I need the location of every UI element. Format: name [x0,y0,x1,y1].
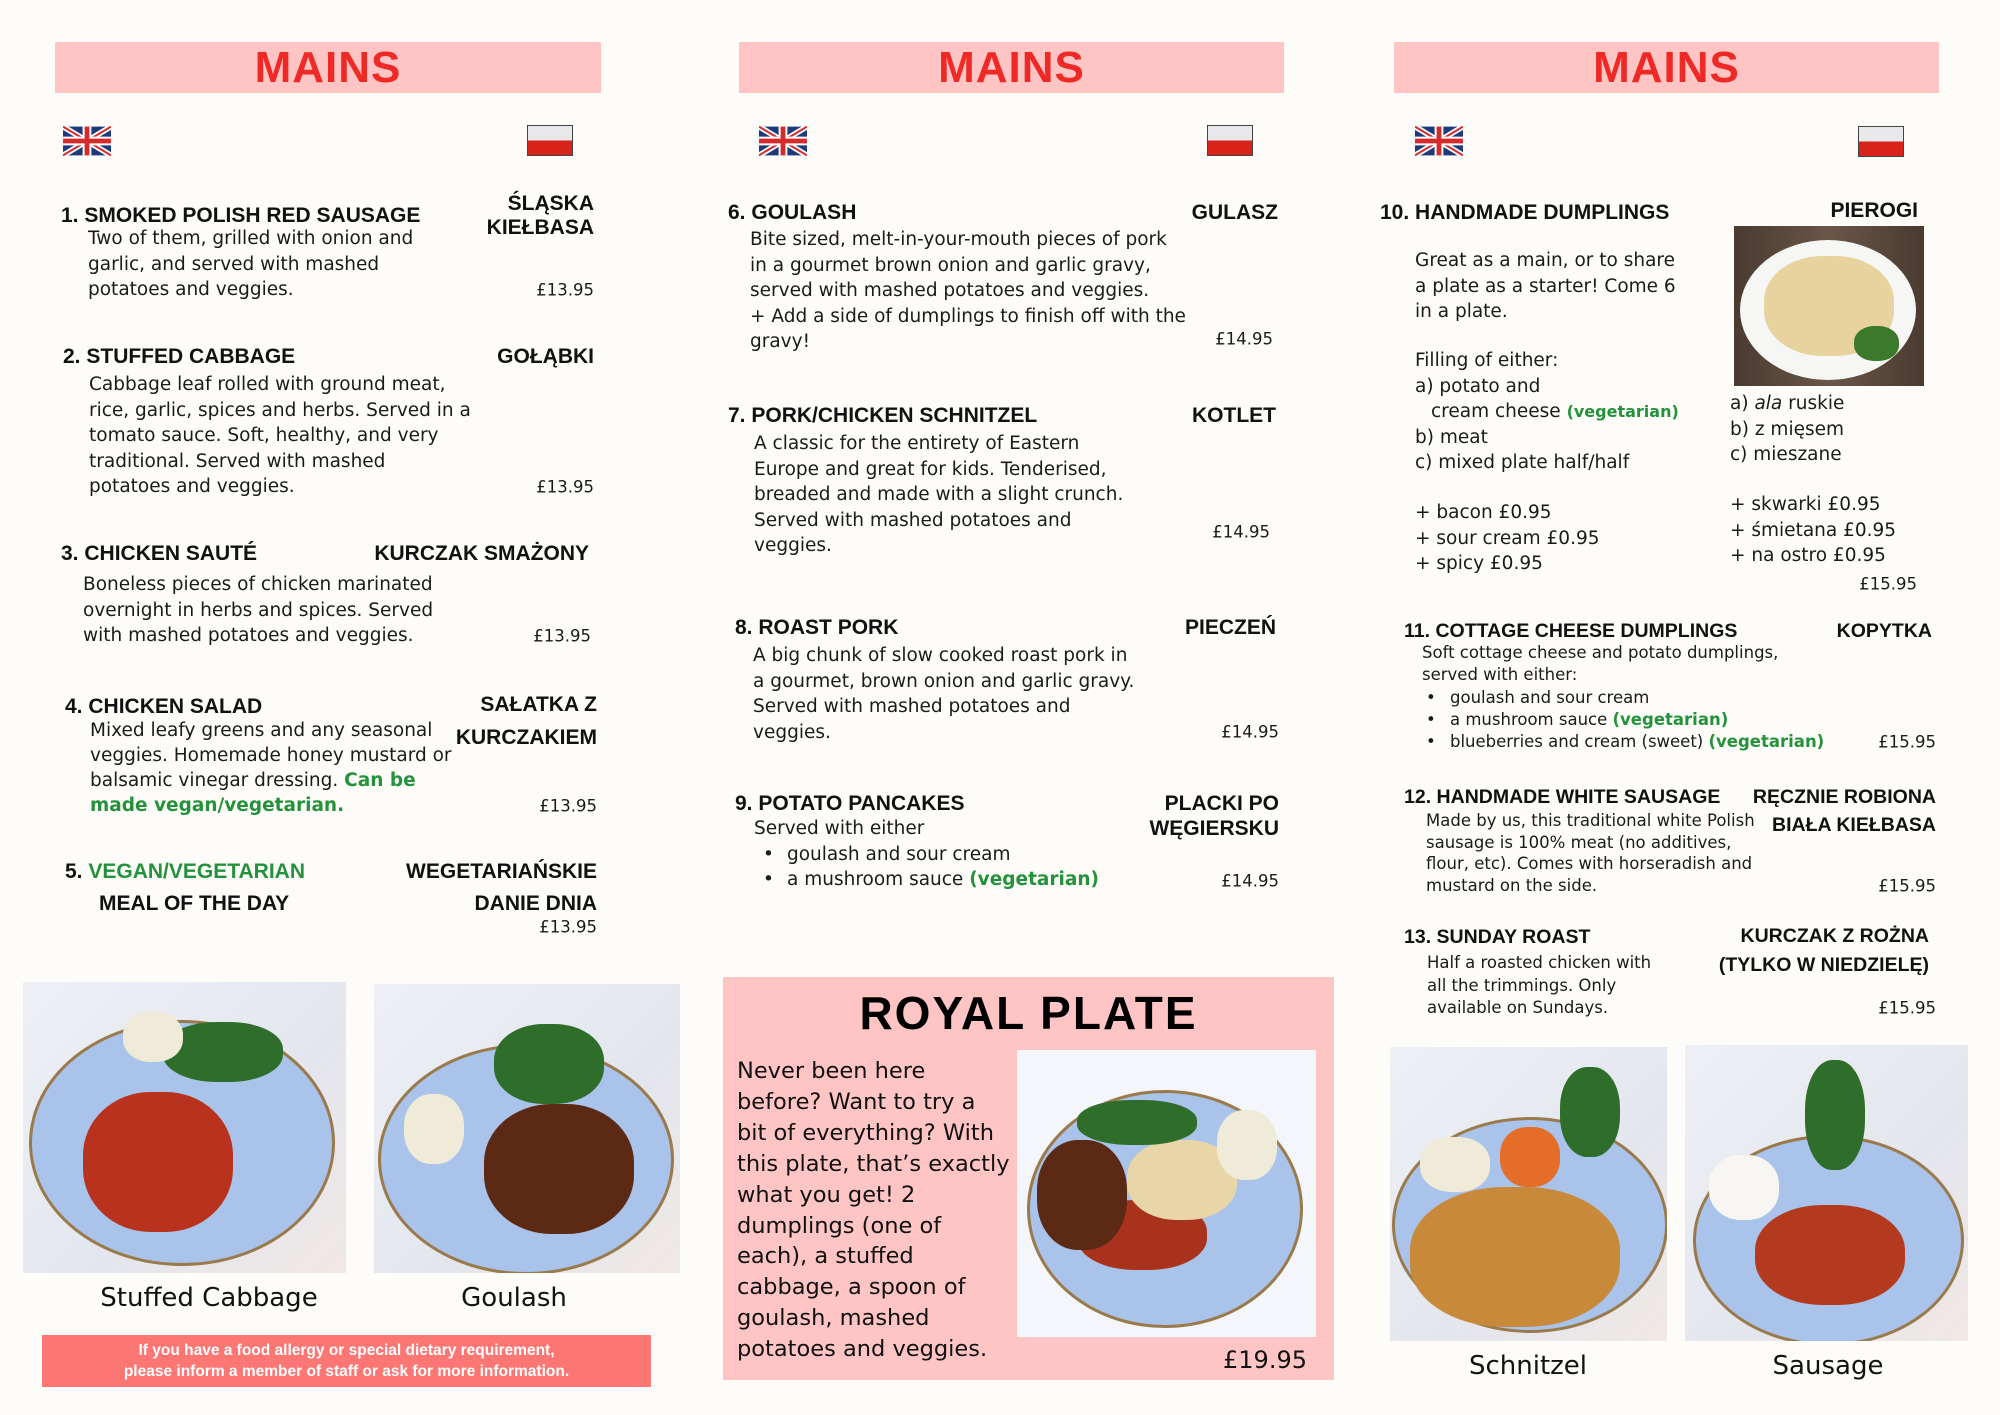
item-polish-title: GULASZ [1191,201,1278,224]
item-description: Bite sized, melt-in-your-mouth pieces of pork in a gourmet brown onion and garlic gravy, served with mashed potatoes and veggies. + Add a side of dumplings to finish off with the gravy! [750,229,1186,352]
sausage-photo [1685,1045,1968,1341]
poland-flag-icon [1207,125,1253,156]
mains-heading: MAINS [938,42,1085,92]
item-title: 6. GOULASH [728,201,857,224]
photo-caption: Goulash [461,1283,567,1313]
item-price: £15.95 [1878,732,1936,752]
item-title: 1. SMOKED POLISH RED SAUSAGE [61,204,421,227]
vegetarian-tag: (vegetarian) [969,869,1099,890]
item-title: 3. CHICKEN SAUTÉ [61,542,258,565]
item-title: 4. CHICKEN SALAD [65,695,263,718]
item-title: 2. STUFFED CABBAGE [63,345,296,368]
item-price: £15.95 [1878,876,1936,896]
uk-flag-icon [63,126,111,156]
item-title: 5. VEGAN/VEGETARIAN [65,860,305,883]
uk-flag-icon [759,126,807,156]
mains-heading: MAINS [1593,42,1740,92]
mains-heading: MAINS [254,42,402,92]
item-description: Boneless pieces of chicken marinated overnight in herbs and spices. Served with mashed potatoes and veggies. [83,574,434,646]
goulash-photo [374,984,680,1273]
item-polish-title: RĘCZNIE ROBIONA BIAŁA KIEŁBASA [1752,786,1936,836]
item-title-line2: MEAL OF THE DAY [99,892,290,915]
mains-header-band [1394,42,1939,93]
item-polish-title: KOTLET [1192,404,1276,427]
item-title: 8. ROAST PORK [735,616,899,639]
item-description: Two of them, grilled with onion and garlic, and served with mashed potatoes and veggies. [88,228,414,300]
item-polish-title: SAŁATKA Z KURCZAKIEM [455,693,597,749]
royal-plate-box [723,977,1334,1380]
polish-extras-list: + skwarki £0.95 + śmietana £0.95 + na ostro £0.95 [1730,494,1897,566]
item-title: 13. SUNDAY ROAST [1404,926,1591,948]
item-description: Mixed leafy greens and any seasonal veggies. Homemade honey mustard or balsamic vinegar dressing. Can be made vegan/vegetarian. [90,720,452,816]
royal-plate-title: ROYAL PLATE [859,987,1198,1039]
poland-flag-icon [527,125,573,156]
polish-filling-options: a) ala ruskie b) z mięsem c) mieszane [1730,393,1845,465]
item-description: A classic for the entirety of Eastern Europe and great for kids. Tenderised, breaded and made with a slight crunch. Served with mashed potatoes and veggies. [754,433,1124,556]
vegetarian-tag: (vegetarian) [1612,709,1729,729]
item-price: £13.95 [536,280,594,300]
item-polish-title: KURCZAK SMAŻONY [374,542,589,565]
item-description: Made by us, this traditional white Polish sausage is 100% meat (no additives, flour, etc). Comes with horseradish and mustard on the side. [1426,811,1755,896]
item-polish-title: KURCZAK Z ROŻNA (TYLKO W NIEDZIELĘ) [1718,925,1929,976]
stuffed-cabbage-photo [23,982,346,1273]
item-price: £13.95 [539,917,597,937]
uk-flag-icon [1415,126,1463,156]
extras-list: + bacon £0.95 + sour cream £0.95 + spicy £0.95 [1415,502,1600,574]
allergy-notice: If you have a food allergy or special dietary requirement, please inform a member of staff or ask for more information. [42,1335,651,1387]
item-title: 10. HANDMADE DUMPLINGS [1380,201,1670,224]
royal-plate-photo [1017,1050,1316,1337]
pierogi-photo [1734,226,1924,386]
item-polish-title: PIEROGI [1830,199,1918,222]
schnitzel-photo [1390,1047,1667,1341]
vegetarian-tag: (vegetarian) [1708,732,1825,752]
item-polish-title: PIECZEŃ [1184,616,1276,639]
item-polish-title: WEGETARIAŃSKIE DANIE DNIA [406,860,597,915]
item-polish-title: ŚLĄSKA KIEŁBASA [486,192,594,239]
item-description: Cabbage leaf rolled with ground meat, rice, garlic, spices and herbs. Served in a tomato sauce. Soft, healthy, and very traditional. Served with mashed potatoes and veggies. [89,374,471,497]
item-description: A big chunk of slow cooked roast pork in a gourmet, brown onion and garlic gravy. Served with mashed potatoes and veggies. [753,645,1135,743]
item-description: Served with either • goulash and sour cream • a mushroom sauce (vegetarian) [754,816,1066,893]
item-description: Great as a main, or to share a plate as a starter! Come 6 in a plate. [1415,250,1676,322]
item-polish-title: PLACKI PO WĘGIERSKU [1149,792,1279,840]
item-price: £15.95 [1859,574,1917,594]
royal-plate-price: £19.95 [1223,1346,1307,1374]
item-description: Soft cottage cheese and potato dumplings, served with either: • goulash and sour cream • a mushroom sauce (vegetarian) • blueberries and cream (sweet) (vegetarian) [1422,642,1796,753]
item-title: 11. COTTAGE CHEESE DUMPLINGS [1404,620,1738,642]
item-polish-title: GOŁĄBKI [497,345,594,368]
item-price: £13.95 [539,796,597,816]
item-title: 9. POTATO PANCAKES [735,792,965,815]
mains-header-band [55,42,601,93]
photo-caption: Stuffed Cabbage [100,1283,318,1313]
vegan-note: Can be [344,770,416,791]
item-price: £14.95 [1221,871,1279,891]
poland-flag-icon [1858,126,1904,157]
item-title: 7. PORK/CHICKEN SCHNITZEL [728,404,1038,427]
item-polish-title: KOPYTKA [1836,620,1932,642]
photo-caption: Sausage [1772,1351,1884,1381]
photo-caption: Schnitzel [1468,1351,1588,1381]
item-price: £14.95 [1212,522,1270,542]
vegan-note: made vegan/vegetarian. [90,795,345,816]
mains-header-band [739,42,1284,93]
item-price: £13.95 [536,477,594,497]
filling-options: Filling of either: a) potato and cream cheese (vegetarian) b) meat c) mixed plate half/half [1415,350,1679,473]
item-price: £14.95 [1221,722,1279,742]
item-price: £13.95 [533,626,591,646]
item-title: 12. HANDMADE WHITE SAUSAGE [1404,786,1721,808]
royal-plate-description: Never been here before? Want to try a bit of everything? With this plate, that’s exactly what you get! 2 dumplings (one of each), a stuffed cabbage, a spoon of goulash, mashed potatoes and veggies. [737,1058,1010,1363]
vegetarian-tag: (vegetarian) [1566,402,1679,421]
item-price: £15.95 [1878,998,1936,1018]
item-description: Half a roasted chicken with all the trimmings. Only available on Sundays. [1427,953,1652,1017]
item-price: £14.95 [1215,329,1273,349]
